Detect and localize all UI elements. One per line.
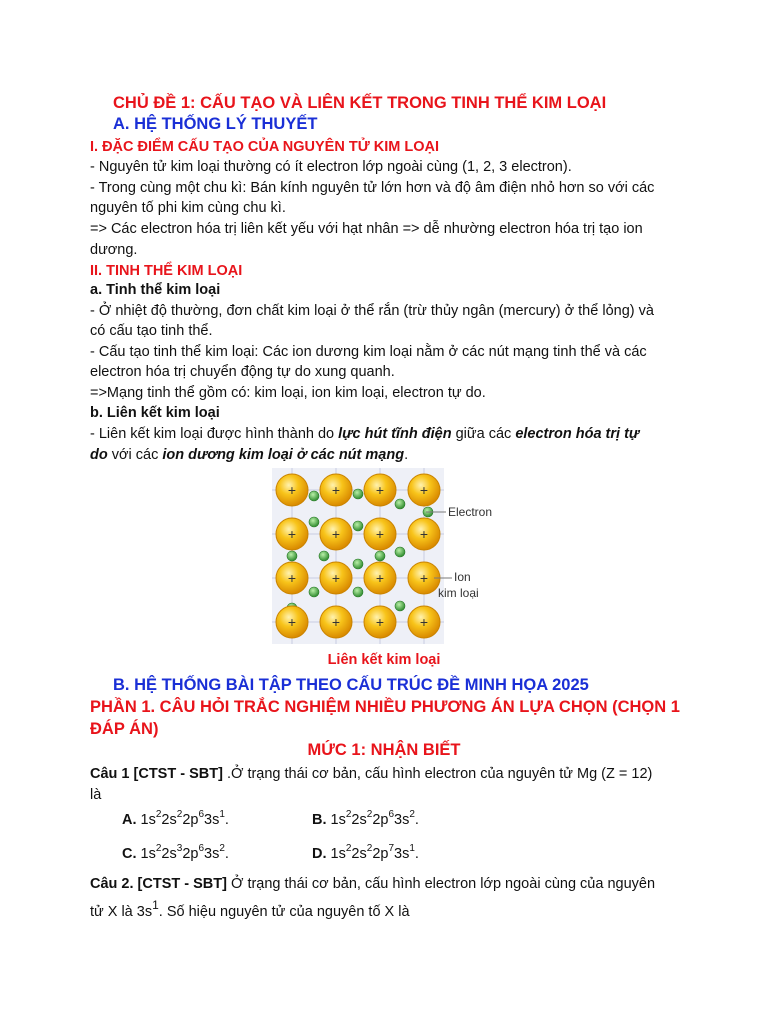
ion-plus-sign: +: [287, 570, 297, 586]
question-1-text: .Ở trạng thái cơ bản, cấu hình electron của nguyên tử Mg (Z = 12): [222, 766, 653, 782]
part-i-line-1: - Nguyên tử kim loại thường có ít electron lớp ngoài cùng (1, 2, 3 electron).: [90, 159, 572, 175]
ion-plus-sign: +: [287, 526, 297, 542]
part-i-line-4: => Các electron hóa trị liên kết yếu với hạt nhân => dễ nhường electron hóa trị tạo ion: [90, 221, 643, 237]
electron-label: Electron: [448, 505, 493, 519]
metal-ion: [320, 518, 352, 550]
ion-label-line-1: Ion: [454, 570, 471, 584]
sub-a-line-3: - Cấu tạo tinh thể kim loại: Các ion dương kim loại nằm ở các nút mạng tinh thể và các: [90, 344, 647, 360]
section-b-heading: B. HỆ THỐNG BÀI TẬP THEO CẤU TRÚC ĐỀ MINH HỌA 2025: [113, 676, 589, 694]
metal-ion: [320, 606, 352, 638]
question-2-line-2: tử X là $3s^1$. Số hiệu nguyên tử của nguyên tố X là: [90, 898, 410, 920]
level-heading: MỨC 1: NHẬN BIẾT: [307, 741, 461, 759]
ion-plus-sign: +: [375, 482, 385, 498]
question-1-option-b[interactable]: B. $1s^22s^22p^63s^2$.: [312, 809, 419, 828]
part-ii-heading: II. TINH THỂ KIM LOẠI: [90, 263, 243, 279]
metal-ion: [408, 474, 440, 506]
sub-a-line-2: có cấu tạo tinh thể.: [90, 323, 213, 339]
ion-plus-sign: +: [287, 482, 297, 498]
question-1-option-c[interactable]: C. $1s^22s^32p^63s^2$.: [122, 843, 229, 862]
sub-b-text-2: giữa các: [451, 426, 516, 442]
question-1-line-2: là: [90, 787, 102, 803]
ion-plus-sign: +: [375, 570, 385, 586]
part-i-line-5: dương.: [90, 242, 138, 258]
question-2-line-1: [90, 874, 690, 894]
metal-ion: [276, 606, 308, 638]
ion-plus-sign: +: [419, 614, 429, 630]
sub-b-emph-1: lực hút tĩnh điện: [338, 426, 452, 442]
metal-ion: [408, 606, 440, 638]
sub-b-emph-3: do: [90, 447, 108, 463]
free-electron: [287, 551, 297, 561]
metal-ion: [364, 606, 396, 638]
question-2-label: Câu 2. [CTST - SBT]: [90, 876, 227, 892]
part-1-heading-line-2: ĐÁP ÁN): [90, 720, 159, 738]
topic-title: CHỦ ĐỀ 1: CẤU TẠO VÀ LIÊN KẾT TRONG TINH THỂ KIM LOẠI: [113, 94, 607, 112]
free-electron: [353, 521, 363, 531]
question-1-option-d[interactable]: D. $1s^22s^22p^73s^1$.: [312, 843, 419, 862]
ion-plus-sign: +: [375, 614, 385, 630]
sub-b-text-3: với các: [107, 447, 163, 463]
sub-b-emph-4: ion dương kim loại ở các nút mạng: [162, 447, 405, 463]
ion-plus-sign: +: [331, 614, 341, 630]
free-electron: [309, 587, 319, 597]
sub-b-text-4: .: [404, 447, 409, 463]
sub-b-line-1: [90, 424, 690, 444]
ion-plus-sign: +: [331, 526, 341, 542]
question-2-text: Ở trạng thái cơ bản, cấu hình electron lớp ngoài cùng của nguyên: [226, 876, 656, 892]
metal-ion: [364, 562, 396, 594]
sub-a-line-1: - Ở nhiệt độ thường, đơn chất kim loại ở thể rắn (trừ thủy ngân (mercury) ở thể lỏng) và: [90, 303, 654, 319]
free-electron: [353, 587, 363, 597]
sub-a-line-4: electron hóa trị chuyển động tự do xung quanh.: [90, 364, 395, 380]
question-1-option-a[interactable]: A. $1s^22s^22p^63s^1$.: [122, 809, 229, 828]
sub-b-emph-2: electron hóa trị tự: [515, 426, 640, 442]
part-i-line-3: nguyên tố phi kim cùng chu kì.: [90, 200, 286, 216]
free-electron: [375, 551, 385, 561]
free-electron: [353, 559, 363, 569]
free-electron: [395, 499, 405, 509]
metal-ion: [364, 518, 396, 550]
metal-lattice-diagram: [272, 468, 504, 644]
free-electron: [395, 547, 405, 557]
metal-ion: [276, 562, 308, 594]
free-electron: [319, 551, 329, 561]
question-1-label: Câu 1 [CTST - SBT]: [90, 766, 223, 782]
ion-plus-sign: +: [287, 614, 297, 630]
section-a-heading: A. HỆ THỐNG LÝ THUYẾT: [113, 115, 318, 133]
ion-plus-sign: +: [331, 482, 341, 498]
metal-ion: [320, 562, 352, 594]
sub-b-line-2: [90, 445, 690, 465]
sub-b-text-1: - Liên kết kim loại được hình thành do: [90, 426, 339, 442]
metal-ion: [276, 474, 308, 506]
diagram-caption: Liên kết kim loại: [327, 652, 441, 668]
sub-b-heading: b. Liên kết kim loại: [90, 405, 220, 421]
ion-plus-sign: +: [331, 570, 341, 586]
metal-ion: [408, 518, 440, 550]
ion-plus-sign: +: [419, 570, 429, 586]
free-electron: [395, 601, 405, 611]
metal-ion: [364, 474, 396, 506]
part-1-heading-line-1: PHẦN 1. CÂU HỎI TRẮC NGHIỆM NHIỀU PHƯƠNG ÁN LỰA CHỌN (CHỌN 1: [90, 698, 680, 716]
free-electron: [309, 517, 319, 527]
metal-ion: [276, 518, 308, 550]
ion-plus-sign: +: [419, 526, 429, 542]
sub-a-line-5: =>Mạng tinh thể gồm có: kim loại, ion kim loại, electron tự do.: [90, 385, 486, 401]
free-electron: [353, 489, 363, 499]
part-i-line-2: - Trong cùng một chu kì: Bán kính nguyên tử lớn hơn và độ âm điện nhỏ hơn so với các: [90, 180, 655, 196]
part-i-heading: I. ĐẶC ĐIỂM CẤU TẠO CỦA NGUYÊN TỬ KIM LOẠI: [90, 139, 440, 155]
ion-plus-sign: +: [419, 482, 429, 498]
ion-plus-sign: +: [375, 526, 385, 542]
free-electron: [309, 491, 319, 501]
metal-ion: [320, 474, 352, 506]
question-1-line-1: [90, 764, 690, 784]
ion-label-line-2: kim loại: [438, 586, 479, 600]
sub-a-heading: a. Tinh thể kim loại: [90, 282, 221, 298]
